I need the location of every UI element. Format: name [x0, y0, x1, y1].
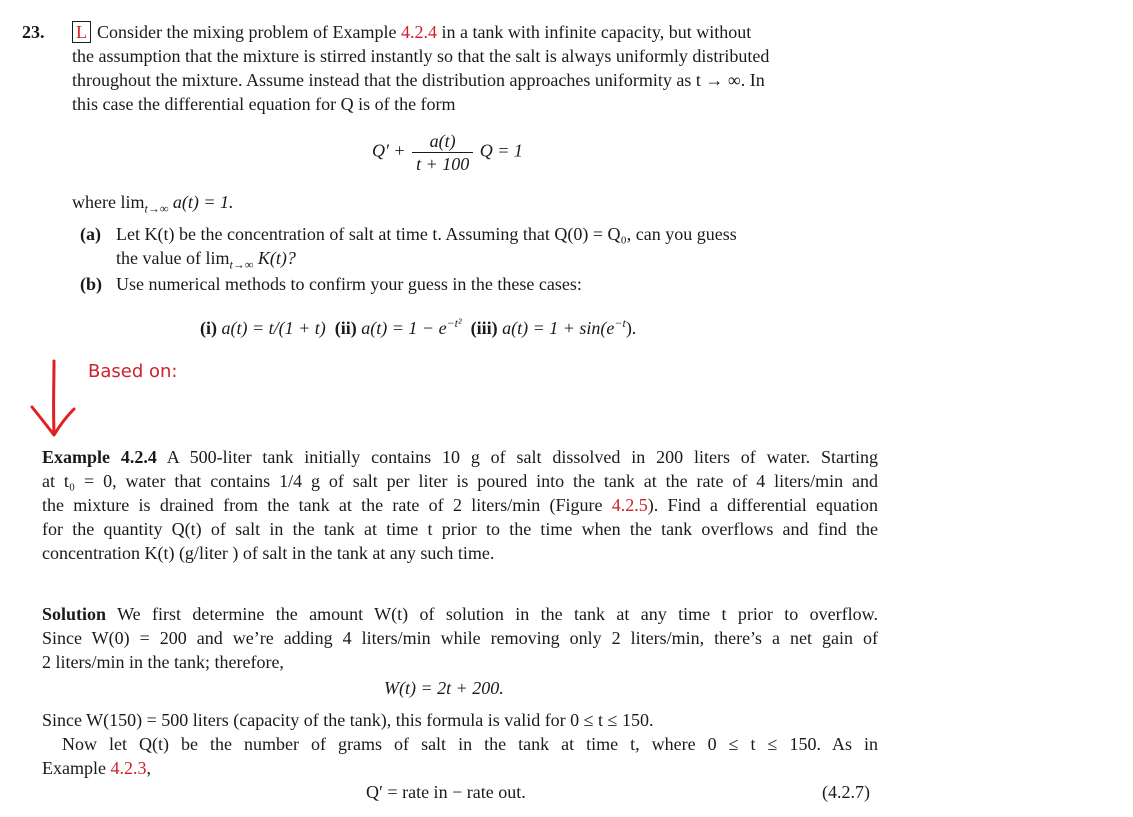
part-a-line-2 — [116, 246, 296, 270]
solution-line-4: Since W(150) = 500 liters (capacity of the tank), this formula is valid for 0 ≤ t ≤ 150. — [42, 710, 654, 730]
example-line-5: concentration K(t) (g/liter ) of salt in the tank at any such time. — [42, 543, 495, 563]
case-iii-label: (iii) — [470, 318, 498, 338]
part-b-label: (b) — [80, 274, 102, 294]
example-text: A 500-liter tank initially contains 10 g of salt dissolved in 200 liters of water. Starting — [166, 447, 878, 467]
annotation-note: Based on: — [88, 361, 178, 382]
limit-subscript: t→∞ — [144, 201, 169, 216]
case-ii-exponent: −t² — [446, 316, 462, 330]
problem-line-3: throughout the mixture. Assume instead that the distribution approaches uniformity as t → ∞. In — [72, 70, 765, 90]
case-i: a(t) = t/(1 + t) — [221, 318, 326, 338]
cases-line — [200, 316, 636, 340]
solution-equation-1: W(t) = 2t + 200. — [384, 678, 504, 698]
case-i-label: (i) — [200, 318, 217, 338]
solution-equation-2: Q′ = rate in − rate out. — [366, 782, 526, 802]
where-end: a(t) = 1. — [172, 192, 234, 212]
fraction-numerator: a(t) — [412, 130, 473, 153]
example-text: ). Find a differential equation — [647, 495, 879, 515]
problem-text: in a tank with infinite capacity, but without — [441, 22, 752, 42]
example-line-2: at t₀ = 0, water that contains 1/4 g of salt per liter is poured into the tank at the rate of 4 liters/min and — [42, 471, 878, 491]
example-link[interactable]: 4.2.3 — [110, 758, 147, 778]
example-title: Example 4.2.4 — [42, 447, 157, 467]
case-ii-label: (ii) — [334, 318, 357, 338]
problem-line-2: the assumption that the mixture is stirred instantly so that the salt is always uniformly distributed — [72, 46, 770, 66]
example-text: the mixture is drained from the tank at the rate of 2 liters/min (Figure — [42, 495, 603, 515]
limit-subscript: t→∞ — [229, 257, 254, 272]
case-iii-exponent: −t — [614, 316, 626, 330]
solution-line-6 — [42, 756, 151, 780]
case-iii-end: ). — [625, 318, 637, 338]
problem-equation — [372, 130, 523, 175]
figure-link[interactable]: 4.2.5 — [611, 495, 648, 515]
equation-fraction — [412, 130, 473, 175]
part-a-line-1: Let K(t) be the concentration of salt at time t. Assuming that Q(0) = Q₀, can you guess — [116, 224, 737, 244]
solution-text: Example — [42, 758, 106, 778]
solution-line-5: Now let Q(t) be the number of grams of salt in the tank at time t, where 0 ≤ t ≤ 150. As in — [62, 734, 878, 754]
problem-badge: L — [72, 21, 91, 43]
equation-rhs: Q = 1 — [479, 140, 523, 161]
where-text: where lim — [72, 192, 145, 212]
example-line-3 — [42, 493, 878, 517]
problem-line-1 — [72, 20, 751, 44]
solution-title: Solution — [42, 604, 107, 624]
case-ii: a(t) = 1 − e — [361, 318, 447, 338]
part-a-text-end: K(t)? — [257, 248, 296, 268]
equation-number: (4.2.7) — [822, 782, 870, 802]
part-a-label: (a) — [80, 224, 101, 244]
solution-text: We first determine the amount W(t) of solution in the tank at any time t prior to overflow. — [117, 604, 878, 624]
fraction-denominator: t + 100 — [416, 154, 470, 174]
where-line — [72, 190, 234, 214]
solution-text: , — [146, 758, 151, 778]
example-line-4: for the quantity Q(t) of salt in the tank at time t prior to the time when the tank overflows and find the — [42, 519, 878, 539]
example-line-1 — [42, 445, 878, 469]
problem-line-4: this case the differential equation for Q is of the form — [72, 94, 456, 114]
down-arrow-icon — [18, 355, 88, 445]
case-iii: a(t) = 1 + sin(e — [502, 318, 615, 338]
solution-line-1 — [42, 602, 878, 626]
solution-line-3: 2 liters/min in the tank; therefore, — [42, 652, 284, 672]
problem-number: 23. — [22, 22, 45, 42]
equation-lhs: Q′ + — [372, 140, 406, 161]
part-a-text: the value of lim — [116, 248, 230, 268]
example-link[interactable]: 4.2.4 — [400, 22, 437, 42]
part-b-line-1: Use numerical methods to confirm your guess in the these cases: — [116, 274, 582, 294]
problem-text: Consider the mixing problem of Example — [97, 22, 397, 42]
solution-line-2: Since W(0) = 200 and we’re adding 4 liters/min while removing only 2 liters/min, there’s a net gain of — [42, 628, 878, 648]
